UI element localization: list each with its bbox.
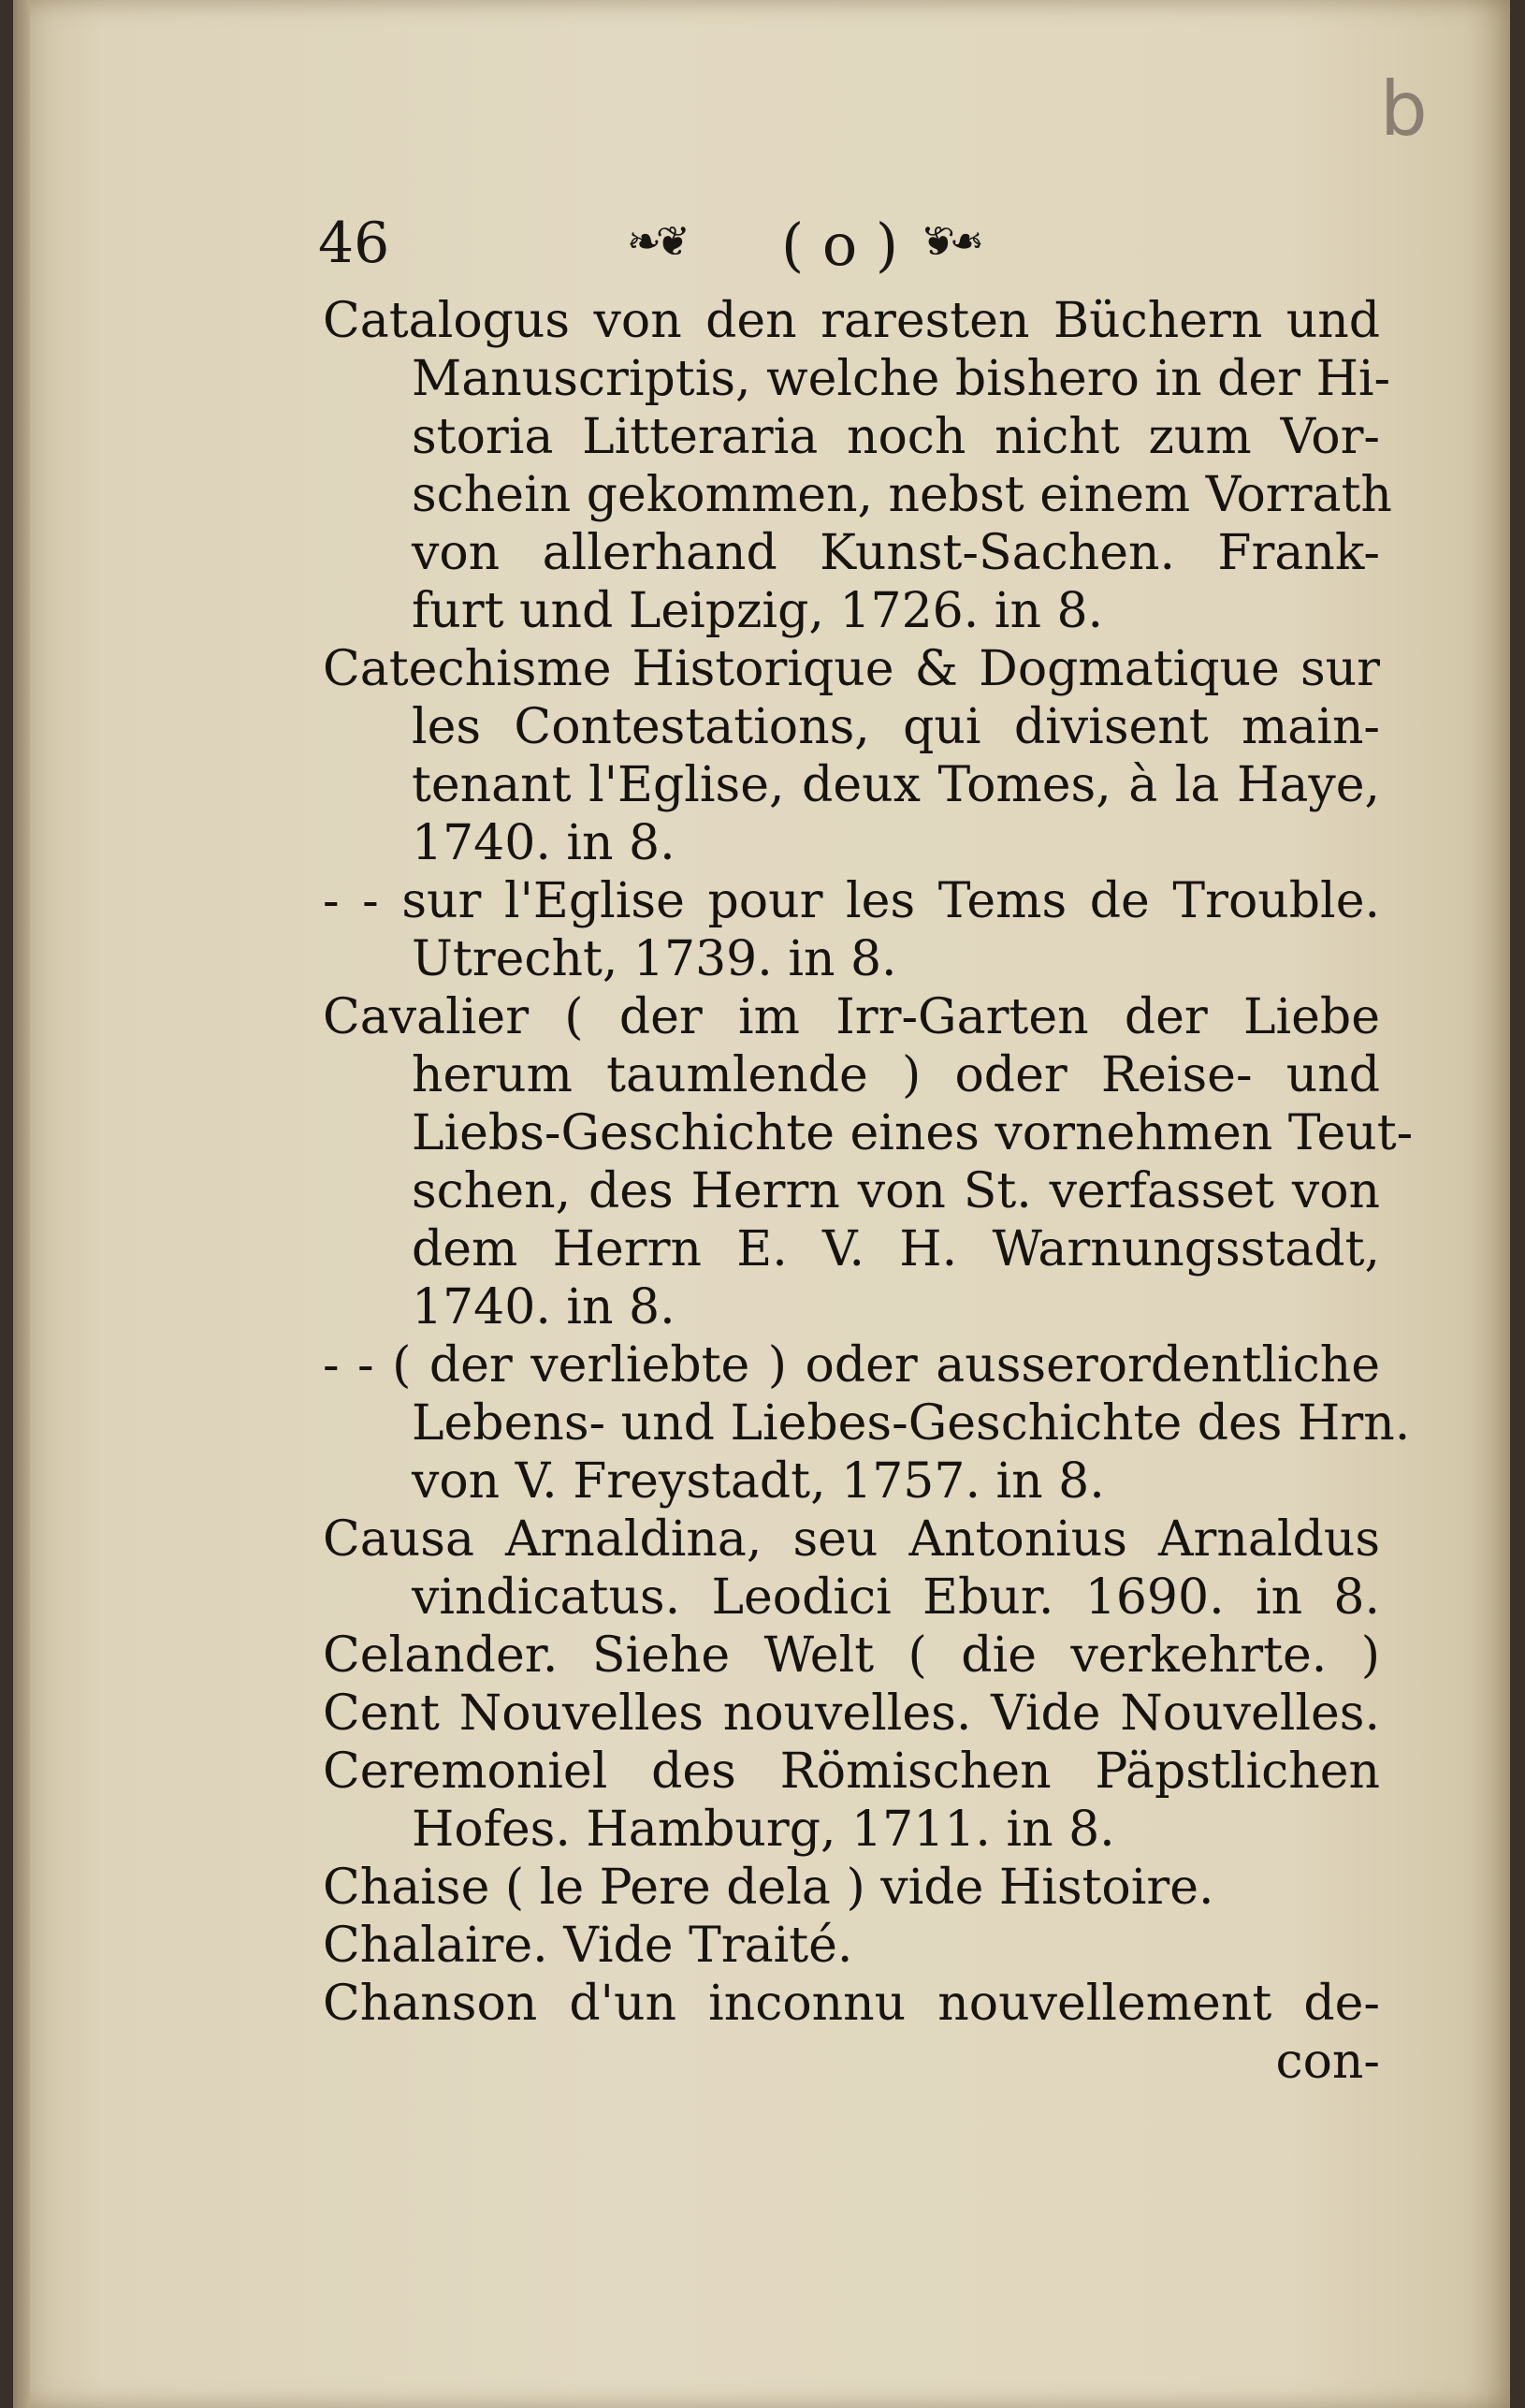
header-ornament-left-icon: ❧❦ [627, 218, 685, 266]
corner-pencil-mark: b [1380, 66, 1428, 153]
text-line: herum taumlende ) oder Reise- und [412, 1047, 1380, 1103]
text-line: tenant l'Eglise, deux Tomes, à la Haye, [412, 757, 1380, 813]
text-line: Catalogus von den raresten Büchern und [323, 293, 1380, 349]
text-line: Causa Arnaldina, seu Antonius Arnaldus [323, 1511, 1380, 1568]
text-line: Manuscriptis, welche bishero in der Hi- [412, 351, 1391, 407]
page-number: 46 [318, 211, 390, 276]
catalogue-text [323, 292, 1414, 2091]
text-line: 1740. in 8. [412, 1279, 675, 1335]
text-line: schen, des Herrn von St. verfasset von [412, 1163, 1380, 1219]
text-line: Hofes. Hamburg, 1711. in 8. [412, 1802, 1115, 1858]
text-line: dem Herrn E. V. H. Warnungsstadt, [412, 1221, 1380, 1277]
text-line: Chalaire. Vide Traité. [323, 1918, 853, 1974]
text-line: storia Litteraria noch nicht zum Vor- [412, 409, 1380, 465]
header-ornament-right-icon: ❧❦ [926, 218, 984, 266]
text-line: furt und Leipzig, 1726. in 8. [412, 583, 1104, 639]
text-line: Liebs-Geschichte eines vornehmen Teut- [412, 1105, 1414, 1161]
text-line: Chaise ( le Pere dela ) vide Histoire. [323, 1860, 1214, 1916]
text-line: von V. Freystadt, 1757. in 8. [412, 1453, 1105, 1510]
running-header [309, 211, 1385, 285]
text-line: Chanson d'un inconnu nouvellement de- [323, 1976, 1380, 2032]
text-line: Lebens- und Liebes-Geschichte des Hrn. [412, 1395, 1411, 1452]
text-line: vindicatus. Leodici Ebur. 1690. in 8. [412, 1569, 1380, 1626]
text-line: 1740. in 8. [412, 815, 675, 871]
sheet-mark: ( o ) [781, 211, 899, 279]
text-line: - - ( der verliebte ) oder ausserordentliche [323, 1337, 1380, 1394]
text-line: Celander. Siehe Welt ( die verkehrte. ) [323, 1627, 1380, 1684]
text-line: schein gekommen, nebst einem Vorrath [412, 467, 1392, 523]
text-line: Cavalier ( der im Irr-Garten der Liebe [323, 989, 1380, 1045]
catchword: con- [1275, 2034, 1380, 2090]
text-line: Ceremoniel des Römischen Päpstlichen [323, 1744, 1380, 1800]
text-line: - - sur l'Eglise pour les Tems de Trouble. [323, 873, 1380, 929]
text-line: Cent Nouvelles nouvelles. Vide Nouvelles. [323, 1686, 1380, 1742]
text-line: Catechisme Historique & Dogmatique sur [323, 641, 1380, 697]
text-line: von allerhand Kunst-Sachen. Frank- [412, 525, 1380, 581]
page-gutter-edge [13, 0, 30, 2408]
text-line: les Contestations, qui divisent main- [412, 699, 1380, 755]
text-line: Utrecht, 1739. in 8. [412, 931, 897, 987]
